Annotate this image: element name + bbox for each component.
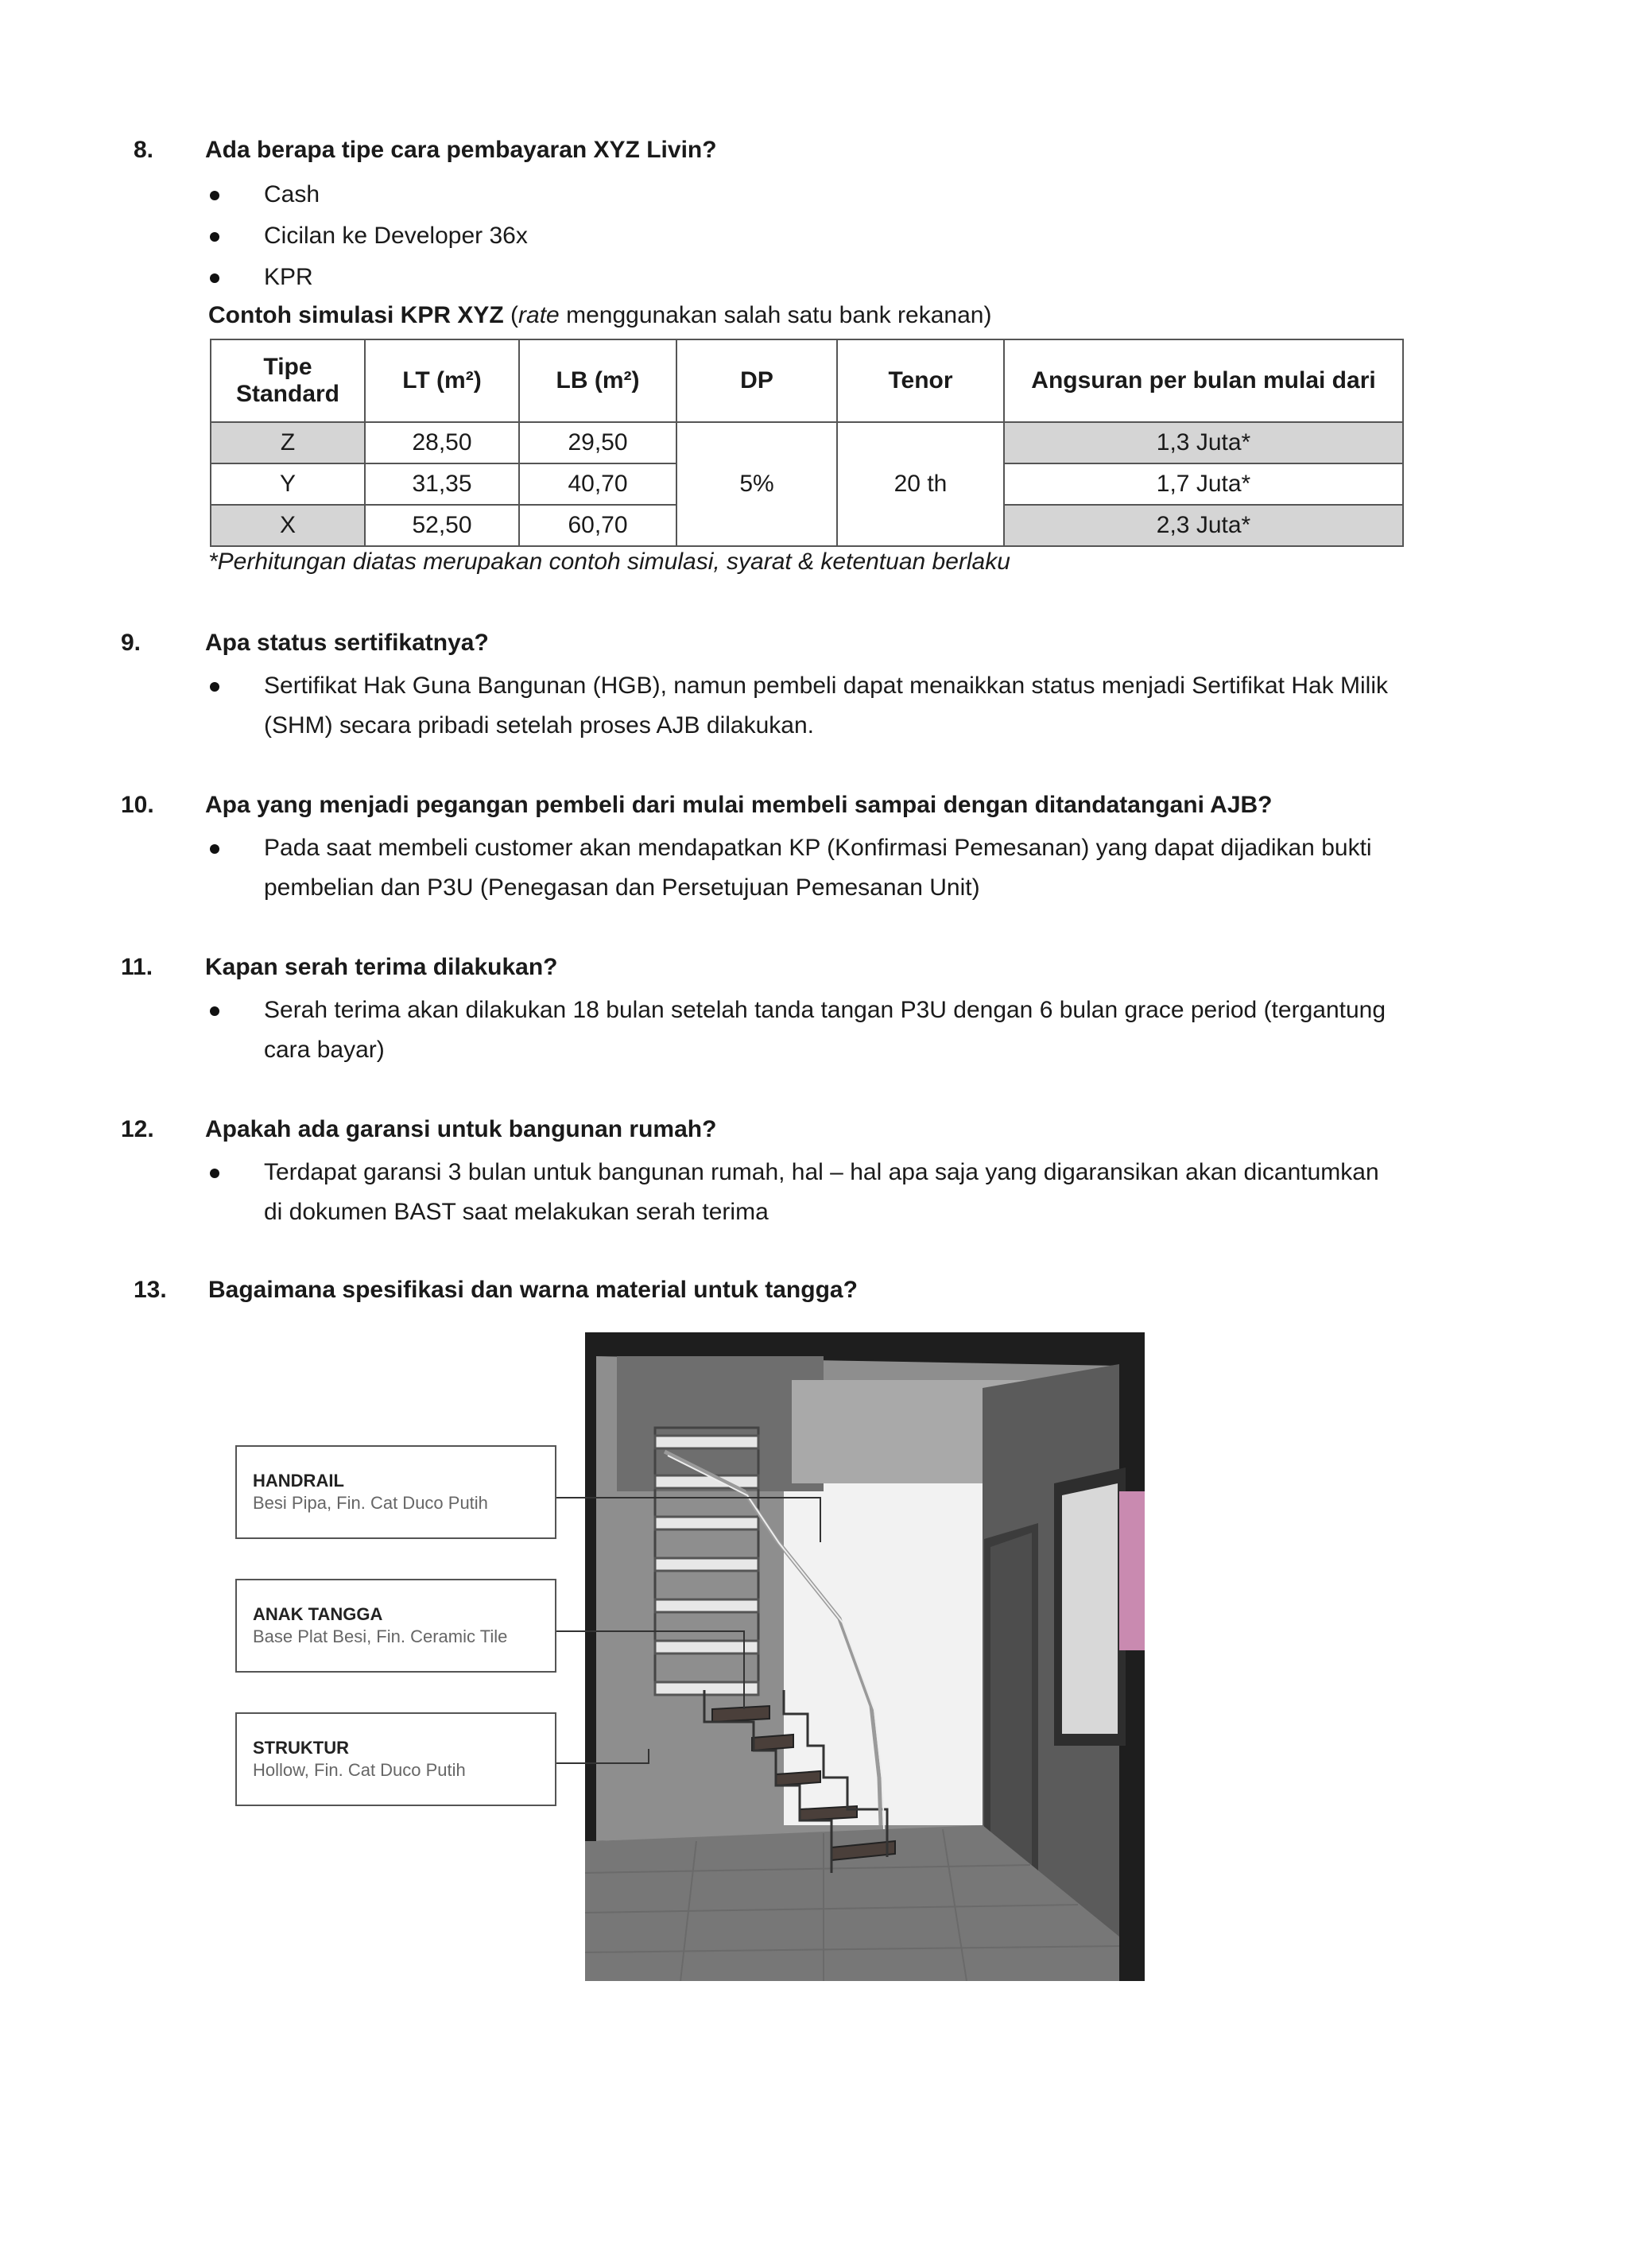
answer-11-line1: Serah terima akan dilakukan 18 bulan setelah tanda tangan P3U dengan 6 bulan grace period (tergantung (264, 997, 1386, 1023)
kpr-caption-rest: menggunakan salah satu bank rekanan) (559, 302, 992, 328)
cell-angsuran: 1,3 Juta* (1004, 422, 1403, 463)
question-10-number: 10. (121, 792, 154, 818)
header-tipe: Tipe Standard (211, 339, 365, 422)
question-9-number: 9. (121, 630, 141, 656)
header-dp: DP (676, 339, 837, 422)
question-13-number: 13. (134, 1277, 167, 1303)
cell-tipe: Z (211, 422, 365, 463)
kpr-disclaimer: *Perhitungan diatas merupakan contoh simulasi, syarat & ketentuan berlaku (208, 549, 1010, 575)
cell-tipe: Y (211, 463, 365, 505)
label-struktur (235, 1712, 556, 1806)
answer-11-line2: cara bayar) (264, 1037, 385, 1063)
cell-lb: 60,70 (519, 505, 676, 546)
cell-lb: 40,70 (519, 463, 676, 505)
cell-angsuran: 2,3 Juta* (1004, 505, 1403, 546)
label-anak-tangga-title: ANAK TANGGA (253, 1604, 383, 1624)
question-12-number: 12. (121, 1116, 154, 1142)
label-anak-tangga (235, 1579, 556, 1673)
kpr-caption-open: ( (503, 302, 519, 328)
question-11-number: 11. (121, 954, 153, 980)
payment-option-kpr: KPR (264, 264, 313, 290)
bullet-icon (210, 1006, 219, 1016)
question-9-text: Apa status sertifikatnya? (205, 630, 489, 656)
header-angsuran: Angsuran per bulan mulai dari (1004, 339, 1403, 422)
answer-10-line2: pembelian dan P3U (Penegasan dan Persetujuan Pemesanan Unit) (264, 874, 980, 901)
label-handrail (235, 1445, 556, 1539)
bullet-icon (210, 232, 219, 242)
bullet-icon (210, 191, 219, 200)
cell-dp: 5% (676, 422, 837, 546)
kpr-caption-title: Contoh simulasi KPR XYZ (208, 302, 504, 328)
answer-12-line1: Terdapat garansi 3 bulan untuk bangunan rumah, hal – hal apa saja yang digaransikan akan dicantumkan (264, 1159, 1379, 1185)
cell-lt: 52,50 (365, 505, 519, 546)
table-header-row (211, 339, 1403, 422)
label-struktur-title: STRUKTUR (253, 1738, 349, 1758)
payment-option-cash: Cash (264, 181, 320, 207)
header-tenor: Tenor (837, 339, 1004, 422)
question-8-number: 8. (134, 137, 154, 163)
label-handrail-sub: Besi Pipa, Fin. Cat Duco Putih (253, 1493, 488, 1513)
cell-tipe: X (211, 505, 365, 546)
answer-12-line2: di dokumen BAST saat melakukan serah terima (264, 1199, 769, 1225)
question-12-text: Apakah ada garansi untuk bangunan rumah? (205, 1116, 717, 1142)
question-8-text: Ada berapa tipe cara pembayaran XYZ Livin? (205, 137, 717, 163)
question-13-text: Bagaimana spesifikasi dan warna material untuk tangga? (208, 1277, 858, 1303)
answer-9-line1: Sertifikat Hak Guna Bangunan (HGB), namun pembeli dapat menaikkan status menjadi Sertifikat Hak Milik (264, 673, 1388, 699)
question-10-text: Apa yang menjadi pegangan pembeli dari mulai membeli sampai dengan ditandatangani AJB? (205, 792, 1273, 818)
cell-lb: 29,50 (519, 422, 676, 463)
bullet-icon (210, 273, 219, 283)
kpr-simulation-table (210, 339, 1404, 547)
bullet-icon (210, 1169, 219, 1178)
cell-lt: 28,50 (365, 422, 519, 463)
label-handrail-title: HANDRAIL (253, 1471, 344, 1491)
header-lb: LB (m²) (519, 339, 676, 422)
leader-lines (553, 1479, 824, 1812)
bullet-icon (210, 844, 219, 854)
label-anak-tangga-sub: Base Plat Besi, Fin. Ceramic Tile (253, 1626, 508, 1646)
label-struktur-sub: Hollow, Fin. Cat Duco Putih (253, 1760, 466, 1780)
header-lt: LT (m²) (365, 339, 519, 422)
payment-option-installment: Cicilan ke Developer 36x (264, 223, 528, 249)
answer-10-line1: Pada saat membeli customer akan mendapatkan KP (Konfirmasi Pemesanan) yang dapat dijadikan bukti (264, 835, 1372, 861)
answer-9-line2: (SHM) secara pribadi setelah proses AJB dilakukan. (264, 712, 814, 739)
cell-angsuran: 1,7 Juta* (1004, 463, 1403, 505)
table-row (211, 422, 1403, 463)
cell-lt: 31,35 (365, 463, 519, 505)
kpr-caption (208, 302, 991, 329)
bullet-icon (210, 682, 219, 692)
kpr-caption-rate: rate (518, 302, 560, 328)
question-11-text: Kapan serah terima dilakukan? (205, 954, 558, 980)
cell-tenor: 20 th (837, 422, 1004, 546)
